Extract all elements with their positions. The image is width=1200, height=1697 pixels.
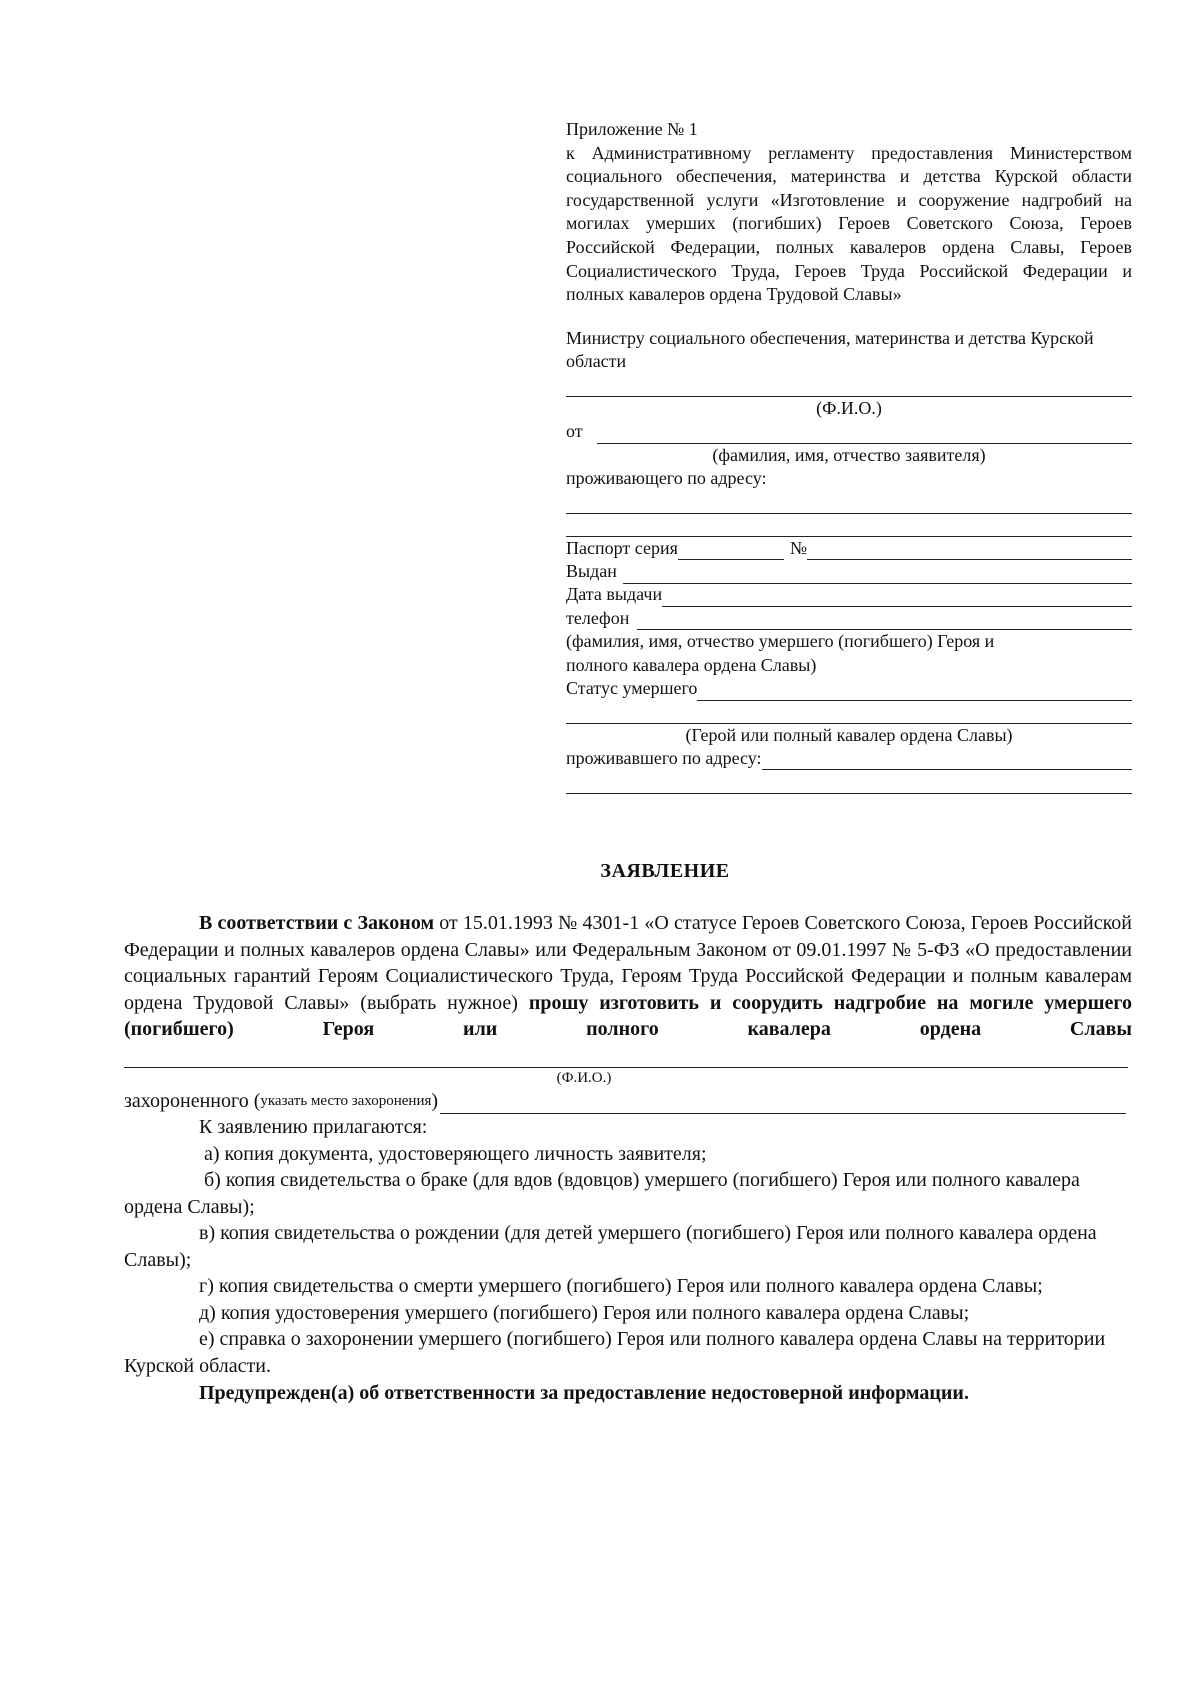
status-hint: (Герой или полный кавалер ордена Славы) [685,725,1013,746]
address-line-2[interactable] [566,514,1132,537]
issue-date-field[interactable] [566,584,1132,607]
attachment-item: б) копия свидетельства о браке (для вдов (вдовцов) умершего (погибшего) Героя или полного кавалера ордена Славы); [124,1169,1080,1218]
issue-date-label: Дата выдачи [566,584,663,605]
minister-name-field[interactable] [566,374,1132,397]
passport-number-label: № [789,537,808,558]
attachment-item: д) копия удостоверения умершего (погибшего) Героя или полного кавалера ордена Славы; [199,1301,970,1324]
status-label: Статус умершего [566,678,698,699]
attachment-item: а) копия документа, удостоверяющего личность заявителя; [204,1142,707,1165]
header-block [566,118,1132,794]
deceased-hint-1: (фамилия, имя, отчество умершего (погибшего) Героя и [566,631,995,652]
phone-label: телефон [566,607,630,628]
applicant-hint: (фамилия, имя, отчество заявителя) [712,444,986,465]
attachment-item: в) копия свидетельства о рождении (для детей умершего (погибшего) Героя или полного кавалера ордена Славы); [124,1222,1097,1271]
application-body [124,910,1132,1407]
buried-close: ) [431,1089,439,1112]
annex-title: Приложение № 1 [566,119,698,139]
annex-reference: к Административному регламенту предоставления Министерством социального обеспечения, материнства и детства Курской области государственной услуги «Изготовление и сооружение надгробий на могилах умерших (погибших) Героев Советского Союза, Героев Российской Федерации, полных кавалеров ордена Славы, Героев Социалистического Труда, Героев Труда Российской Федерации и полных кавалеров ордена Трудовой Славы» [566,142,1132,305]
from-label: от [566,421,583,442]
deceased-hint-2: полного кавалера ордена Славы) [566,654,817,675]
passport-series-label: Паспорт серия [566,537,678,558]
address-line-1[interactable] [566,490,1132,513]
intro-bold: В соответствии с Законом [199,912,435,934]
lived-label: проживавшего по адресу: [566,747,762,768]
attachments-label: К заявлению прилагаются: [199,1116,428,1138]
buried-hint: указать место захоронения [260,1092,432,1109]
issued-label: Выдан [566,561,617,582]
issued-field[interactable] [566,560,1132,583]
fio-hint: (Ф.И.О.) [816,398,882,419]
request-paragraph [124,910,1132,1043]
warning-text: Предупрежден(а) об ответственности за предоставление недостоверной информации. [199,1382,969,1404]
request-text: прошу изготовить и соорудить надгробие на могиле умершего (погибшего) Героя или полного кавалера ордена Славы [124,991,1133,1040]
intro-text: от 15.01.1993 № 4301-1 «О статусе Героев Советского Союза, Героев Российской Федерации и полных кавалеров ордена Славы» или Федеральным Законом от 09.01.1997 № 5-ФЗ «О предоставлении социальных гарантий Героям Социалистического Труда, Героям Труда Российской Федерации и полным кавалерам ордена Трудовой Славы» (выбрать нужное) [124,912,1132,1014]
attachment-item: е) справка о захоронении умершего (погибшего) Героя или полного кавалера ордена Славы на территории Курской области. [124,1328,1106,1377]
burial-place-field[interactable] [124,1088,1132,1115]
hero-fio-hint: (Ф.И.О.) [556,1069,612,1086]
residing-label: проживающего по адресу: [566,467,767,488]
applicant-name-field[interactable] [566,420,1132,443]
phone-field[interactable] [566,607,1132,630]
deceased-address-field[interactable] [566,747,1132,770]
hero-name-field[interactable] [124,1045,1128,1068]
addressee: Министру социального обеспечения, материнства и детства Курской области [566,327,1094,372]
status-field[interactable] [566,677,1132,700]
passport-field[interactable] [566,537,1132,560]
buried-label: захороненного ( [124,1089,261,1112]
document-title: ЗАЯВЛЕНИЕ [600,860,730,882]
deceased-address-line-2[interactable] [566,770,1132,793]
attachment-item: г) копия свидетельства о смерти умершего (погибшего) Героя или полного кавалера ордена Славы; [199,1275,1043,1297]
status-line-2[interactable] [566,701,1132,724]
